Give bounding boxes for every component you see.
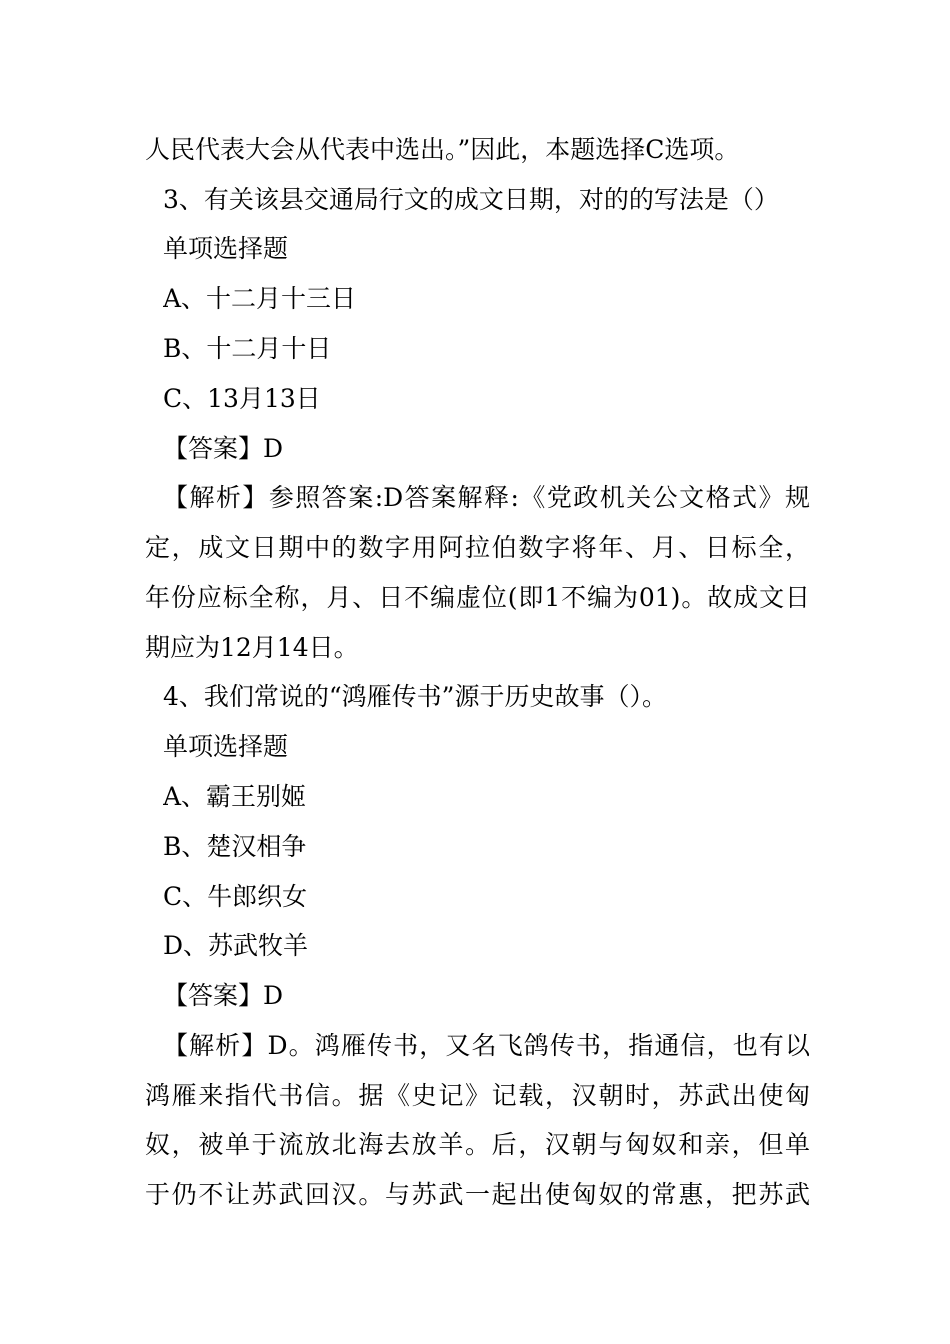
question-3-option-b: B、十二月十日	[163, 334, 332, 363]
question-3-type: 单项选择题	[163, 234, 289, 263]
question-3-analysis-line: 定，成文日期中的数字用阿拉伯数字将年、月、日标全，	[145, 533, 810, 562]
question-3-analysis-line: 年份应标全称，月、日不编虚位(即1不编为01)。故成文日	[145, 583, 810, 612]
question-4-option-d: D、苏武牧羊	[163, 931, 309, 960]
question-4-analysis-line: 【解析】D。鸿雁传书，又名飞鸽传书，指通信，也有以	[163, 1031, 810, 1060]
question-4-option-b: B、楚汉相争	[163, 832, 307, 861]
paragraph-line: 人民代表大会从代表中选出。”因此，本题选择C选项。	[145, 135, 740, 164]
question-3-answer: 【答案】D	[163, 434, 284, 463]
question-4-analysis-line: 于仍不让苏武回汉。与苏武一起出使匈奴的常惠，把苏武	[145, 1180, 810, 1209]
question-3-option-a: A、十二月十三日	[163, 284, 357, 313]
question-3-text: 3、有关该县交通局行文的成文日期，对的的写法是（）	[163, 185, 779, 214]
question-3-analysis-line: 期应为12月14日。	[145, 633, 359, 662]
question-3-analysis-line: 【解析】参照答案:D答案解释:《党政机关公文格式》规	[163, 483, 810, 512]
question-3-option-c: C、13月13日	[163, 384, 321, 413]
question-4-type: 单项选择题	[163, 732, 289, 761]
question-4-analysis-line: 鸿雁来指代书信。据《史记》记载，汉朝时，苏武出使匈	[145, 1081, 810, 1110]
question-4-option-c: C、牛郎织女	[163, 882, 308, 911]
question-4-answer: 【答案】D	[163, 981, 284, 1010]
question-4-analysis-line: 奴，被单于流放北海去放羊。后，汉朝与匈奴和亲，但单	[145, 1130, 810, 1159]
question-4-text: 4、我们常说的“鸿雁传书”源于历史故事（）。	[163, 682, 667, 711]
question-4-option-a: A、霸王别姬	[163, 782, 307, 811]
